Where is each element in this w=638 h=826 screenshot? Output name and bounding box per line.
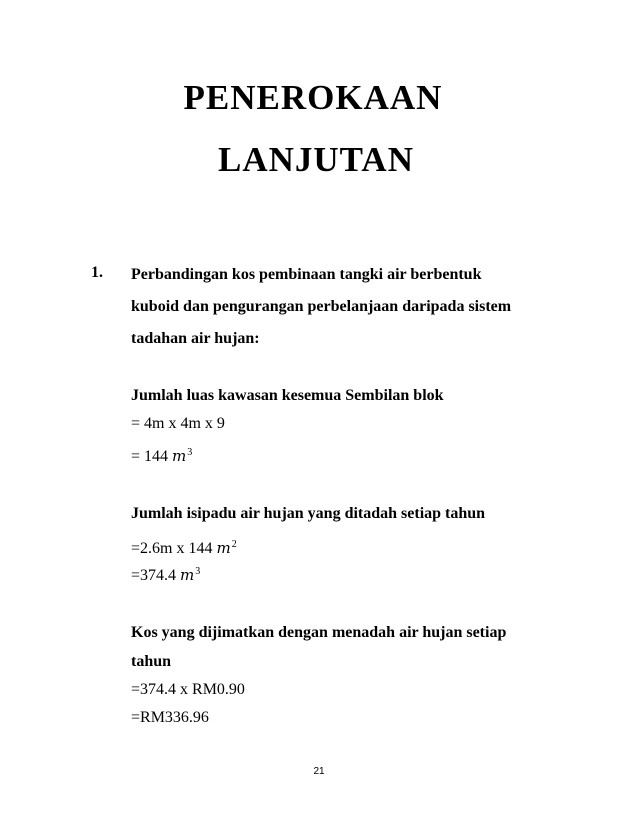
savings-calc-line: =374.4 x RM0.90 [131, 681, 245, 698]
area-result-line [131, 443, 192, 467]
volume-section-heading: Jumlah isipadu air hujan yang ditadah setiap tahun [131, 505, 486, 522]
page-title-line-2: LANJUTAN [218, 140, 414, 179]
savings-result-line: =RM336.96 [131, 709, 209, 726]
page-title-line-1: PENEROKAAN [183, 78, 443, 117]
page-number: 21 [313, 766, 325, 777]
area-result-value: = 144 [131, 448, 173, 465]
area-section-heading: Jumlah luas kawasan kesemua Sembilan blok [131, 387, 444, 404]
volume-calc-exponent: 2 [231, 539, 237, 550]
area-result-exponent: 3 [187, 447, 193, 458]
area-result-unit: m [172, 447, 187, 465]
item-heading-line-1: Perbandingan kos pembinaan tangki air berbentuk [131, 266, 482, 283]
savings-section-heading-line-1: Kos yang dijimatkan dengan menadah air hujan setiap [131, 624, 507, 641]
area-calc-line: = 4m x 4m x 9 [131, 415, 225, 432]
volume-result-unit: m [180, 566, 195, 584]
item-heading-line-2: kuboid dan pengurangan perbelanjaan daripada sistem [131, 298, 512, 315]
savings-section-heading-line-2: tahun [131, 653, 172, 670]
volume-calc-value: =2.6m x 144 [131, 540, 217, 557]
volume-result-line [131, 562, 200, 586]
volume-result-value: =374.4 [131, 567, 181, 584]
item-heading-line-3: tadahan air hujan: [131, 330, 260, 347]
volume-result-exponent: 3 [195, 566, 201, 577]
volume-calc-line [131, 535, 237, 559]
volume-calc-unit: m [216, 539, 231, 557]
item-number: 1. [91, 264, 103, 281]
